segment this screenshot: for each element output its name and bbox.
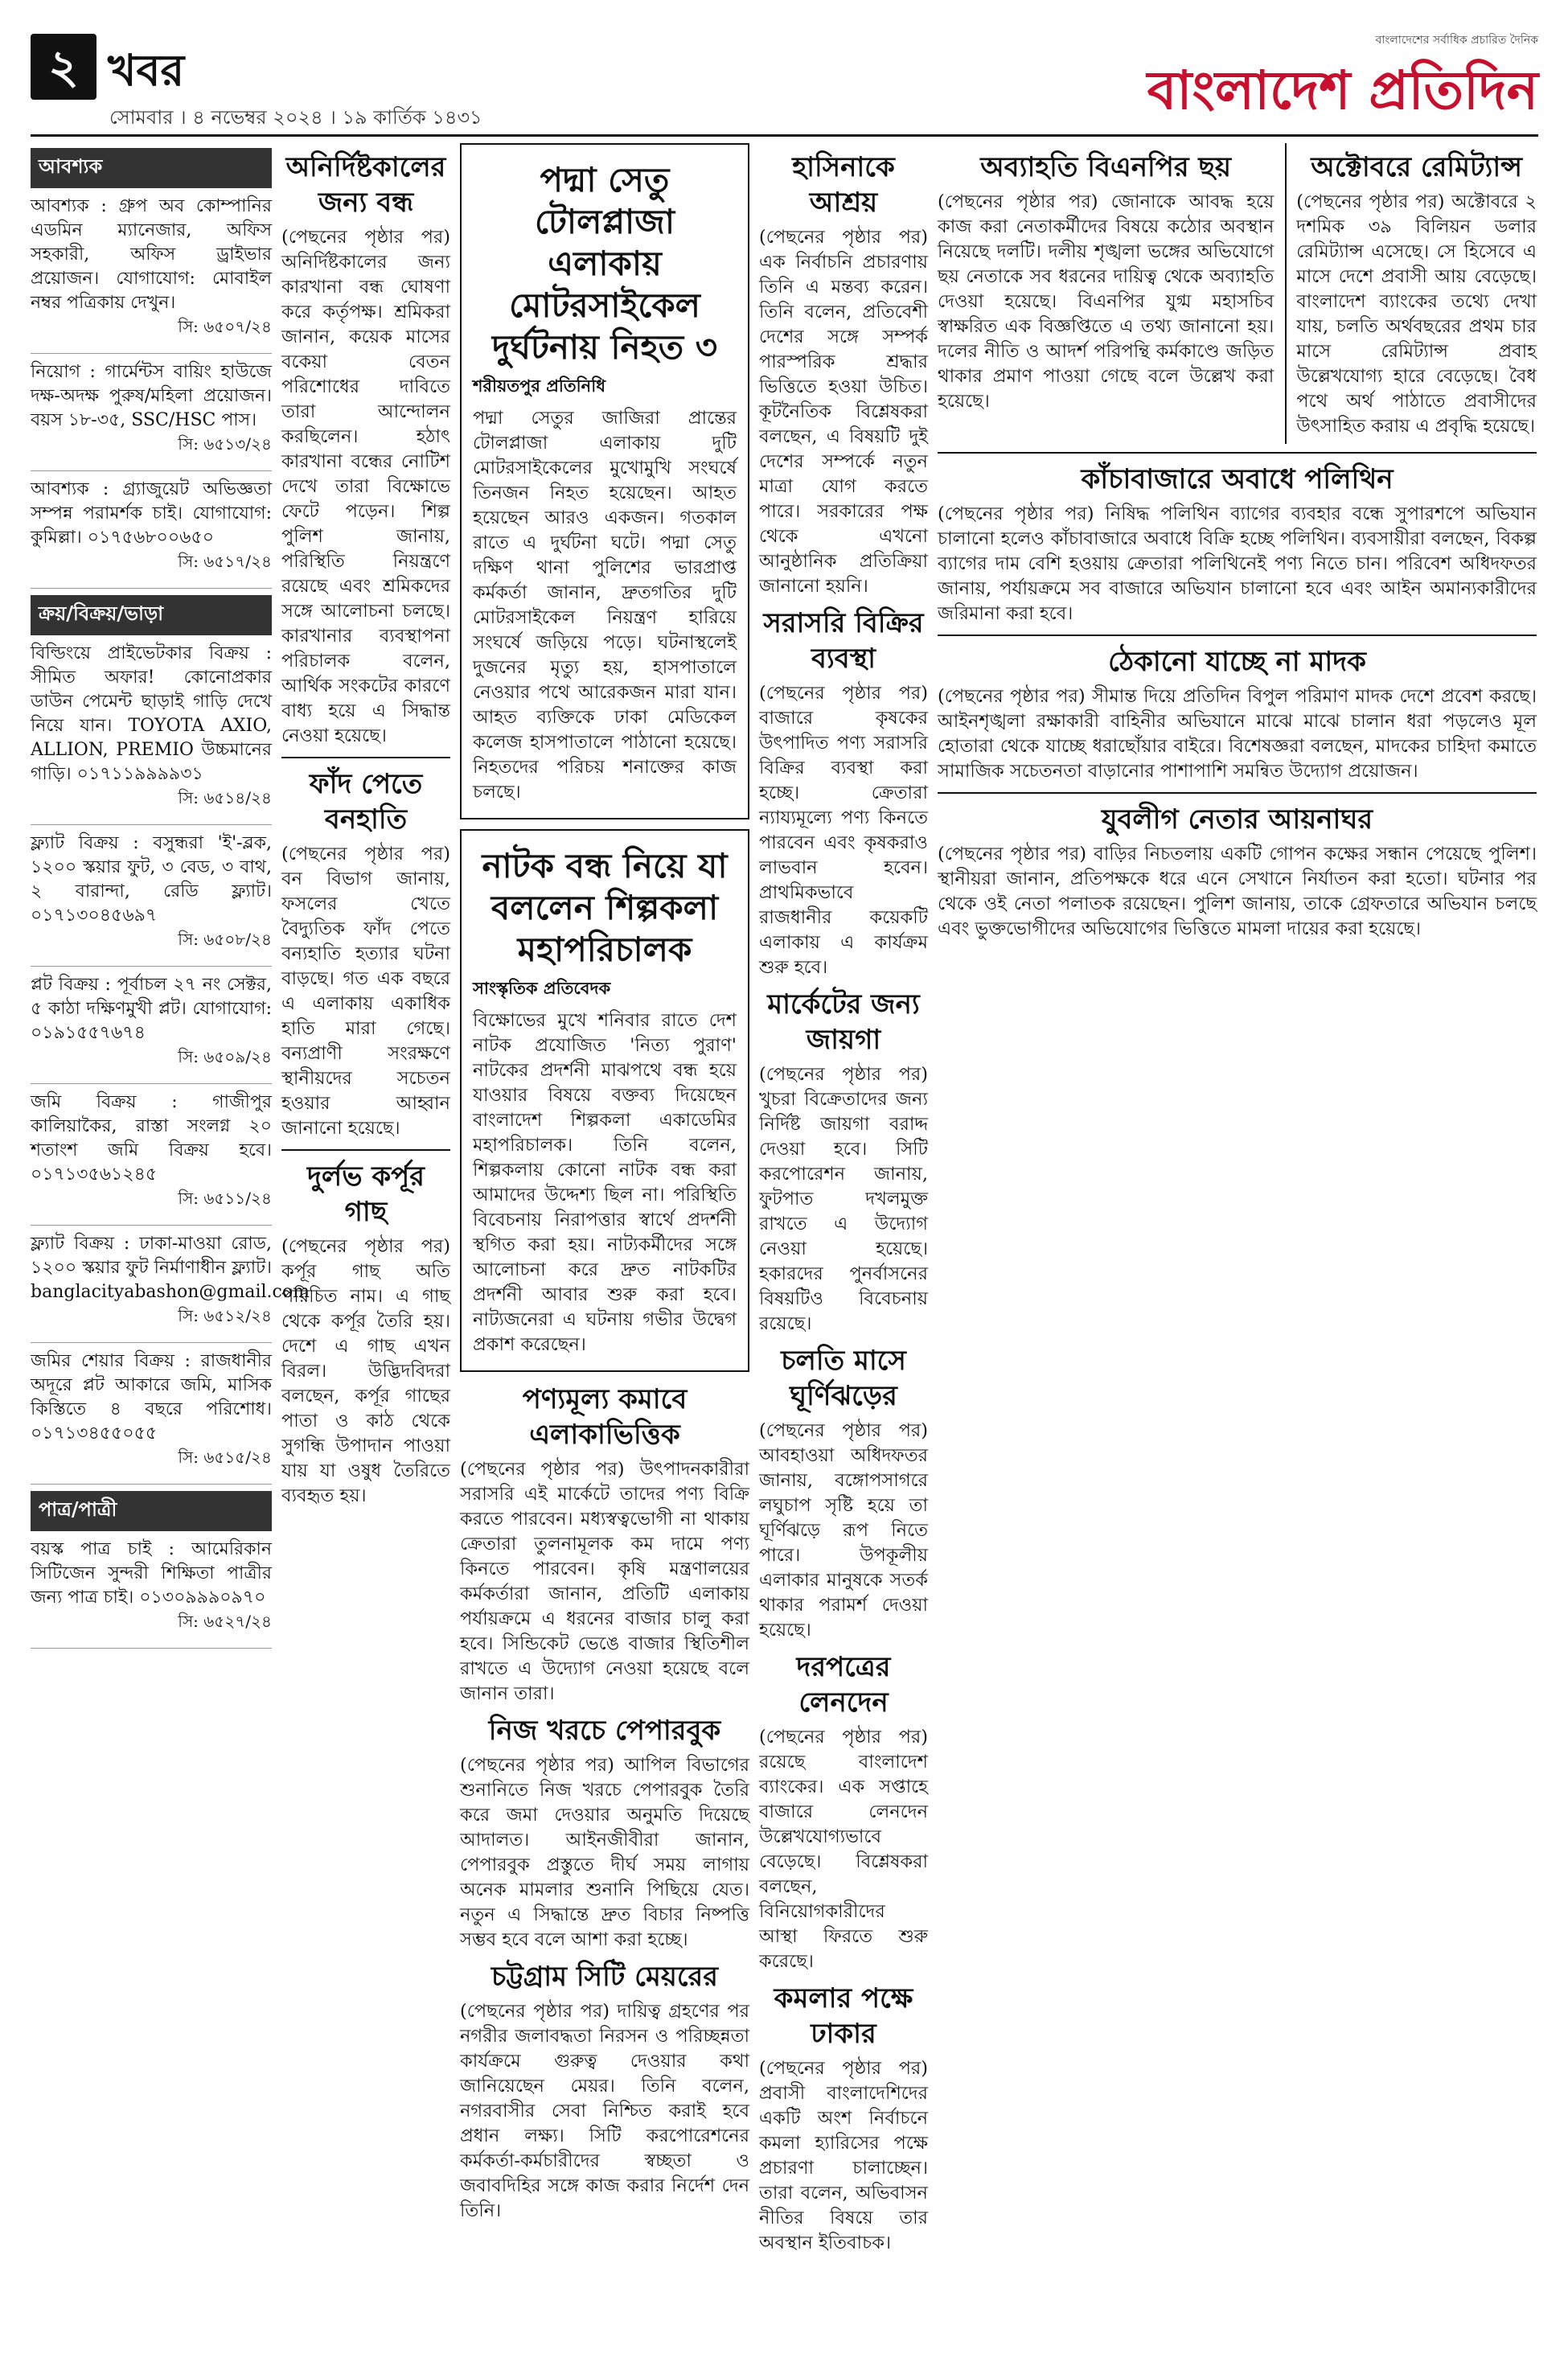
news-column — [281, 143, 450, 2350]
logo-tagline: বাংলাদেশের সর্বাধিক প্রচারিত দৈনিক — [1375, 34, 1538, 47]
news-column — [759, 143, 928, 2350]
article-headline: চট্টগ্রাম সিটি মেয়রের — [491, 1961, 718, 1993]
logo-name: বাংলাদেশ প্রতিদিন — [1147, 60, 1538, 121]
classified-column — [31, 143, 310, 2350]
article-body: বিক্ষোভের মুখে শনিবার রাতে দেশ নাটক প্রযোজিত 'নিত্য পুরাণ' নাটকের প্রদর্শনী মাঝপথে বন্ধ হয়ে যাওয়ার বিষয়ে বক্তব্য দিয়েছেন বাংলাদেশ শিল্পকলা একাডেমির মহাপরিচালক। তিনি বলেন, শিল্পকলায় কোনো নাটক বন্ধ করা আমাদের উদ্দেশ্য ছিল না। পরিস্থিতি বিবেচনায় নিরাপত্তার স্বার্থে প্রদর্শনী স্থগিত করা হয়। নাট্যকর্মীদের সঙ্গে আলোচনা করে দ্রুত নাটকটির প্রদর্শনী আবার শুরু করা হবে। নাট্যজনেরা এ ঘটনায় গভীর উদ্বেগ প্রকাশ করেছেন। — [473, 1010, 737, 1355]
article-body: (পেছনের পৃষ্ঠার পর) উৎপাদনকারীরা সরাসরি এই মার্কেটে তাদের পণ্য বিক্রি করতে পারবেন। মধ্যস্বত্বভোগী না থাকায় ক্রেতারা তুলনামূলক কম দামে পণ্য কিনতে পারবেন। কৃষি মন্ত্রণালয়ের কর্মকর্তারা জানান, প্রতিটি এলাকায় পর্যায়ক্রমে এ ধরনের বাজার চালু করা হবে। সিন্ডিকেট ভেঙে বাজার স্থিতিশীল রাখতে এ উদ্যোগ নেওয়া হয়েছে বলে জানান তারা। — [460, 1459, 749, 1704]
article-body: পদ্মা সেতুর জাজিরা প্রান্তের টোলপ্লাজা এলাকায় দুটি মোটরসাইকেলের মুখোমুখি সংঘর্ষে তিনজন নিহত হয়েছেন। আহত হয়েছেন আরও একজন। গতকাল রাতে এ দুর্ঘটনা ঘটে। পদ্মা সেতু দক্ষিণ থানা পুলিশের ভারপ্রাপ্ত কর্মকর্তা জানান, দ্রুতগতির দুটি মোটরসাইকেল নিয়ন্ত্রণ হারিয়ে সংঘর্ষে জড়িয়ে পড়ে। ঘটনাস্থলেই দুজনের মৃত্যু হয়, হাসপাতালে নেওয়ার পথে আরেকজন মারা যান। আহত ব্যক্তিকে ঢাকা মেডিকেল কলেজ হাসপাতালে পাঠানো হয়েছে। নিহতদের পরিচয় শনাক্তের কাজ চলছে। — [473, 408, 737, 803]
article-body: (পেছনের পৃষ্ঠার পর) বন বিভাগ জানায়, ফসলের খেতে বৈদ্যুতিক ফাঁদ পেতে বন্যহাতি হত্যার ঘটনা বাড়ছে। গত এক বছরে এ এলাকায় একাধিক হাতি মারা গেছে। বন্যপ্রাণী সংরক্ষণে স্থানীয়দের সচেতন হওয়ার আহ্বান জানানো হয়েছে। — [281, 844, 450, 1139]
article-headline: যুবলীগ নেতার আয়নাঘর — [1101, 803, 1373, 836]
article-body: (পেছনের পৃষ্ঠার পর) খুচরা বিক্রেতাদের জন্য নির্দিষ্ট জায়গা বরাদ্দ দেওয়া হবে। সিটি করপোরেশন জানায়, ফুটপাত দখলমুক্ত রাখতে এ উদ্যোগ নেওয়া হয়েছে। হকারদের পুনর্বাসনের বিষয়টিও বিবেচনায় রয়েছে। — [759, 1064, 928, 1334]
article-headline: কাঁচাবাজারে অবাধে পলিথিন — [1081, 463, 1394, 495]
page-number: ২ — [31, 34, 96, 100]
article-headline: চলতি মাসে ঘূর্ণিঝড়ের — [781, 1345, 906, 1412]
section-title: খবর — [108, 44, 185, 96]
article-body: (পেছনের পৃষ্ঠার পর) নিষিদ্ধ পলিথিন ব্যাগের ব্যবহার বন্ধে সুপারশপে অভিযান চালানো হলেও কাঁচাবাজারে অবাধে বিক্রি হচ্ছে পলিথিন। ব্যবসায়ীরা বলছেন, বিকল্প ব্যাগের দাম বেশি হওয়ায় ক্রেতারা পলিথিনেই পণ্য নিতে চান। পরিবেশ অধিদফতর জানায়, পর্যায়ক্রমে সব বাজারে অভিযান চালানো হবে এবং আইন অমান্যকারীদের জরিমানা করা হবে। — [938, 503, 1537, 624]
news-column — [460, 143, 749, 2350]
lead-story — [460, 143, 749, 819]
article-headline: ঠেকানো যাচ্ছে না মাদক — [1108, 646, 1366, 678]
logo — [1147, 31, 1538, 138]
article-body: (পেছনের পৃষ্ঠার পর) আবহাওয়া অধিদফতর জানায়, বঙ্গোপসাগরে লঘুচাপ সৃষ্টি হয়ে তা ঘূর্ণিঝড়ে রূপ নিতে পারে। উপকূলীয় এলাকার মানুষকে সতর্ক থাকার পরামর্শ দেওয়া হয়েছে। — [759, 1420, 928, 1641]
byline: সাংস্কৃতিক প্রতিবেদক — [473, 978, 611, 998]
classified-ad: নিয়োগ : গার্মেন্টস বায়িং হাউজে দক্ষ-অদক্ষ পুরুষ/মহিলা প্রয়োজন। বয়স ১৮-৩৫, SSC/HSC পাস। সি: ৬৫১৩/২৪ — [31, 360, 272, 471]
classified-ad: জমি বিক্রয় : গাজীপুর কালিয়াকৈর, রাস্তা সংলগ্ন ২০ শতাংশ জমি বিক্রয় হবে। ০১৭১৩৫৬১২৪৫ সি: ৬৫১১/২৪ — [31, 1090, 272, 1226]
classified-ad: বিল্ডিংয়ে প্রাইভেটকার বিক্রয় : সীমিত অফার! কোনোপ্রকার ডাউন পেমেন্ট ছাড়াই গাড়ি দেখে নিয়ে যান। TOYOTA AXIO, ALLION, PREMIO উচ্চমানের গাড়ি। ০১৭১১৯৯৯৯৩১ সি: ৬৫১৪/২৪ — [31, 642, 272, 825]
article-body: (পেছনের পৃষ্ঠার পর) দায়িত্ব গ্রহণের পর নগরীর জলাবদ্ধতা নিরসন ও পরিচ্ছন্নতা কার্যক্রমে গুরুত্ব দেওয়ার কথা জানিয়েছেন মেয়র। তিনি বলেন, নগরবাসীর সেবা নিশ্চিত করাই হবে প্রধান লক্ষ্য। সিটি করপোরেশনের কর্মকর্তা-কর্মচারীদের স্বচ্ছতা ও জবাবদিহির সঙ্গে কাজ করার নির্দেশ দেন তিনি। — [460, 2001, 749, 2221]
article-headline: অব্যাহতি বিএনপির ছয় — [980, 151, 1232, 183]
classified-ad: আবশ্যক : গ্রুপ অব কোম্পানির এডমিন ম্যানেজার, অফিস সহকারী, অফিস ড্রাইভার প্রয়োজন। যোগাযোগ: মোবাইল নম্বর পত্রিকায় দেখুন। সি: ৬৫০৭/২৪ — [31, 195, 272, 354]
article — [938, 143, 1274, 444]
article-body: (পেছনের পৃষ্ঠার পর) বাড়ির নিচতলায় একটি গোপন কক্ষের সন্ধান পেয়েছে পুলিশ। স্থানীয়রা জানান, প্রতিপক্ষকে ধরে এনে সেখানে নির্যাতন করা হতো। ঘটনার পর থেকে ওই নেতা পলাতক রয়েছেন। পুলিশ জানায়, তাকে গ্রেফতারে অভিযান চলছে এবং ভুক্তভোগীদের অভিযোগের ভিত্তিতে মামলা দায়ের করা হয়েছে। — [938, 844, 1537, 939]
article-body: (পেছনের পৃষ্ঠার পর) অনির্দিষ্টকালের জন্য কারখানা বন্ধ ঘোষণা করে কর্তৃপক্ষ। শ্রমিকরা জানান, কয়েক মাসের বকেয়া বেতন পরিশোধের দাবিতে তারা আন্দোলন করছিলেন। হঠাৎ কারখানা বন্ধের নোটিশ দেখে তারা বিক্ষোভে ফেটে পড়েন। শিল্প পুলিশ জানায়, পরিস্থিতি নিয়ন্ত্রণে রয়েছে এবং শ্রমিকদের সঙ্গে আলোচনা চলছে। কারখানার ব্যবস্থাপনা পরিচালক বলেন, আর্থিক সংকটের কারণে বাধ্য হয়ে এ সিদ্ধান্ত নেওয়া হয়েছে। — [281, 227, 450, 746]
article-body: (পেছনের পৃষ্ঠার পর) অক্টোবরে ২ দশমিক ৩৯ বিলিয়ন ডলার রেমিট্যান্স এসেছে। সে হিসেবে এ মাসে দেশে প্রবাসী আয় বেড়েছে। বাংলাদেশ ব্যাংকের তথ্যে দেখা যায়, চলতি অর্থবছরের প্রথম চার মাসে রেমিট্যান্স প্রবাহ উল্লেখযোগ্য হারে বেড়েছে। বৈধ পথে অর্থ পাঠাতে প্রবাসীদের উৎসাহিত করায় এ প্রবৃদ্ধি হয়েছে। — [1296, 191, 1537, 437]
classified-label: পাত্র/পাত্রী — [31, 1491, 272, 1531]
article-headline: দরপত্রের লেনদেন — [796, 1651, 891, 1719]
article-body: (পেছনের পৃষ্ঠার পর) কর্পূর গাছ অতি পরিচিত নাম। এ গাছ থেকে কর্পূর তৈরি হয়। দেশে এ গাছ এখন বিরল। উদ্ভিদবিদরা বলছেন, কর্পূর গাছের পাতা ও কাঠ থেকে সুগন্ধি উপাদান পাওয়া যায় যা ওষুধ তৈরিতে ব্যবহৃত হয়। — [281, 1236, 450, 1506]
article-body: (পেছনের পৃষ্ঠার পর) রয়েছে বাংলাদেশ ব্যাংকের। এক সপ্তাহে বাজারে লেনদেন উল্লেখযোগ্যভাবে বেড়েছে। বিশ্লেষকরা বলছেন, বিনিয়োগকারীদের আস্থা ফিরতে শুরু করেছে। — [759, 1727, 928, 1972]
article-body: (পেছনের পৃষ্ঠার পর) সীমান্ত দিয়ে প্রতিদিন বিপুল পরিমাণ মাদক দেশে প্রবেশ করছে। আইনশৃঙ্খলা রক্ষাকারী বাহিনীর অভিযানে মাঝে মাঝে চালান ধরা পড়লেও মূল হোতারা থেকে যাচ্ছে ধরাছোঁয়ার বাইরে। বিশেষজ্ঞরা বলছেন, মাদকের চাহিদা কমাতে সামাজিক সচেতনতা বাড়ানোর পাশাপাশি সমন্বিত উদ্যোগ প্রয়োজন। — [938, 686, 1537, 782]
article-headline: ফাঁদ পেতে বনহাতি — [309, 768, 423, 836]
article-headline: নিজ খরচে পেপারবুক — [488, 1715, 721, 1747]
classified-ad: আবশ্যক : গ্র্যাজুয়েট অভিজ্ঞতা সম্পন্ন পরামর্শক চাই। যোগাযোগ: কুমিল্লা। ০১৭৫৬৮০০৬৫০ সি: ৬৫১৭/২৪ — [31, 478, 272, 589]
dateline: সোমবার । ৪ নভেম্বর ২০২৪ । ১৯ কার্তিক ১৪৩১ — [109, 106, 482, 129]
article-body: (পেছনের পৃষ্ঠার পর) বাজারে কৃষকের উৎপাদিত পণ্য সরাসরি বিক্রির ব্যবস্থা করা হচ্ছে। ক্রেতারা ন্যায্যমূল্যে পণ্য কিনতে পারবেন এবং কৃষকরাও লাভবান হবেন। প্রাথমিকভাবে রাজধানীর কয়েকটি এলাকায় এ কার্যক্রম শুরু হবে। — [759, 683, 928, 978]
article-headline: দুর্লভ কর্পূর গাছ — [307, 1160, 425, 1228]
article-headline: নাটক বন্ধ নিয়ে যা বললেন শিল্পকলা মহাপরিচালক — [482, 846, 728, 969]
byline: শরীয়তপুর প্রতিনিধি — [473, 376, 605, 396]
article-headline: পণ্যমূল্য কমাবে এলাকাভিত্তিক — [522, 1383, 688, 1451]
article-headline: কমলার পক্ষে ঢাকার — [774, 1982, 913, 2050]
classified-ad: জমির শেয়ার বিক্রয় : রাজধানীর অদূরে প্লট আকারে জমি, মাসিক কিস্তিতে ৪ বছরে পরিশোধ। ০১৭১৩৪৫৫০৫৫ সি: ৬৫১৫/২৪ — [31, 1349, 272, 1485]
classified-ad: প্লট বিক্রয় : পূর্বাচল ২৭ নং সেক্টর, ৫ কাঠা দক্ষিণমুখী প্লট। যোগাযোগ: ০১৯১৫৫৭৬৭৪ সি: ৬৫০৯/২৪ — [31, 973, 272, 1084]
masthead — [31, 26, 1538, 137]
article-headline: অনির্দিষ্টকালের জন্য বন্ধ — [285, 151, 446, 219]
classified-ad: ফ্ল্যাট বিক্রয় : বসুন্ধরা 'ই'-ব্লক, ১২০০ স্কয়ার ফুট, ৩ বেড, ৩ বাথ, ২ বারান্দা, রেডি ফ্ল্যাট। ০১৭১৩০৪৫৬৯৭ সি: ৬৫০৮/২৪ — [31, 832, 272, 967]
classified-label: আবশ্যক — [31, 148, 272, 188]
article-body: (পেছনের পৃষ্ঠার পর) প্রবাসী বাংলাদেশিদের একটি অংশ নির্বাচনে কমলা হ্যারিসের পক্ষে প্রচারণা চালাচ্ছেন। তারা বলেন, অভিবাসন নীতির বিষয়ে তার অবস্থান ইতিবাচক। — [759, 2058, 928, 2253]
article-headline: অক্টোবরে রেমিট্যান্স — [1311, 151, 1522, 183]
article-headline: মার্কেটের জন্য জায়গা — [767, 988, 920, 1056]
article-body: (পেছনের পৃষ্ঠার পর) এক নির্বাচনি প্রচারণায় তিনি এ মন্তব্য করেন। তিনি বলেন, প্রতিবেশী দেশের সঙ্গে সম্পর্ক পারস্পরিক শ্রদ্ধার ভিত্তিতে হওয়া উচিত। কূটনৈতিক বিশ্লেষকরা বলছেন, এ বিষয়টি দুই দেশের সম্পর্কে নতুন মাত্রা যোগ করতে পারে। সরকারের পক্ষ থেকে এখনো আনুষ্ঠানিক প্রতিক্রিয়া জানানো হয়নি। — [759, 227, 928, 597]
article-body: (পেছনের পৃষ্ঠার পর) আপিল বিভাগের শুনানিতে নিজ খরচে পেপারবুক তৈরি করে জমা দেওয়ার অনুমতি দিয়েছে আদালত। আইনজীবীরা জানান, পেপারবুক প্রস্তুতে দীর্ঘ সময় লাগায় অনেক মামলার শুনানি পিছিয়ে যেত। নতুন এ সিদ্ধান্তে দ্রুত বিচার নিষ্পত্তি সম্ভব হবে বলে আশা করা হচ্ছে। — [460, 1755, 749, 1950]
article-headline: সরাসরি বিক্রির ব্যবস্থা — [763, 607, 924, 675]
article-body: (পেছনের পৃষ্ঠার পর) জোনাকে আবদ্ধ হয়ে কাজ করা নেতাকর্মীদের বিষয়ে কঠোর অবস্থান নিয়েছে দলটি। দলীয় শৃঙ্খলা ভঙ্গের অভিযোগে ছয় নেতাকে সব ধরনের দায়িত্ব থেকে অব্যাহতি দেওয়া হয়েছে। বিএনপির যুগ্ম মহাসচিব স্বাক্ষরিত এক বিজ্ঞপ্তিতে এ তথ্য জানানো হয়। দলের নীতি ও আদর্শ পরিপন্থি কর্মকাণ্ডে জড়িত থাকার প্রমাণ পাওয়া গেছে বলে উল্লেখ করা হয়েছে। — [938, 191, 1275, 412]
article — [1285, 143, 1537, 444]
classified-ad: বয়স্ক পাত্র চাই : আমেরিকান সিটিজেন সুন্দরী শিক্ষিতা পাত্রীর জন্য পাত্র চাই। ০১৩০৯৯৯০৯৭০ সি: ৬৫২৭/২৪ — [31, 1538, 272, 1649]
news-column — [938, 143, 1537, 2350]
classified-ad: ফ্ল্যাট বিক্রয় : ঢাকা-মাওয়া রোড, ১২০০ স্কয়ার ফুট নির্মাণাধীন ফ্ল্যাট। banglacityabashon@gmail.com সি: ৬৫১২/২৪ — [31, 1232, 272, 1343]
article-headline: পদ্মা সেতু টোলপ্লাজা এলাকায় মোটরসাইকেল দুর্ঘটনায় নিহত ৩ — [491, 160, 718, 367]
classified-label: ক্রয়/বিক্রয়/ভাড়া — [31, 595, 272, 635]
article-headline: হাসিনাকে আশ্রয় — [792, 151, 895, 219]
feature-story — [460, 829, 749, 1372]
